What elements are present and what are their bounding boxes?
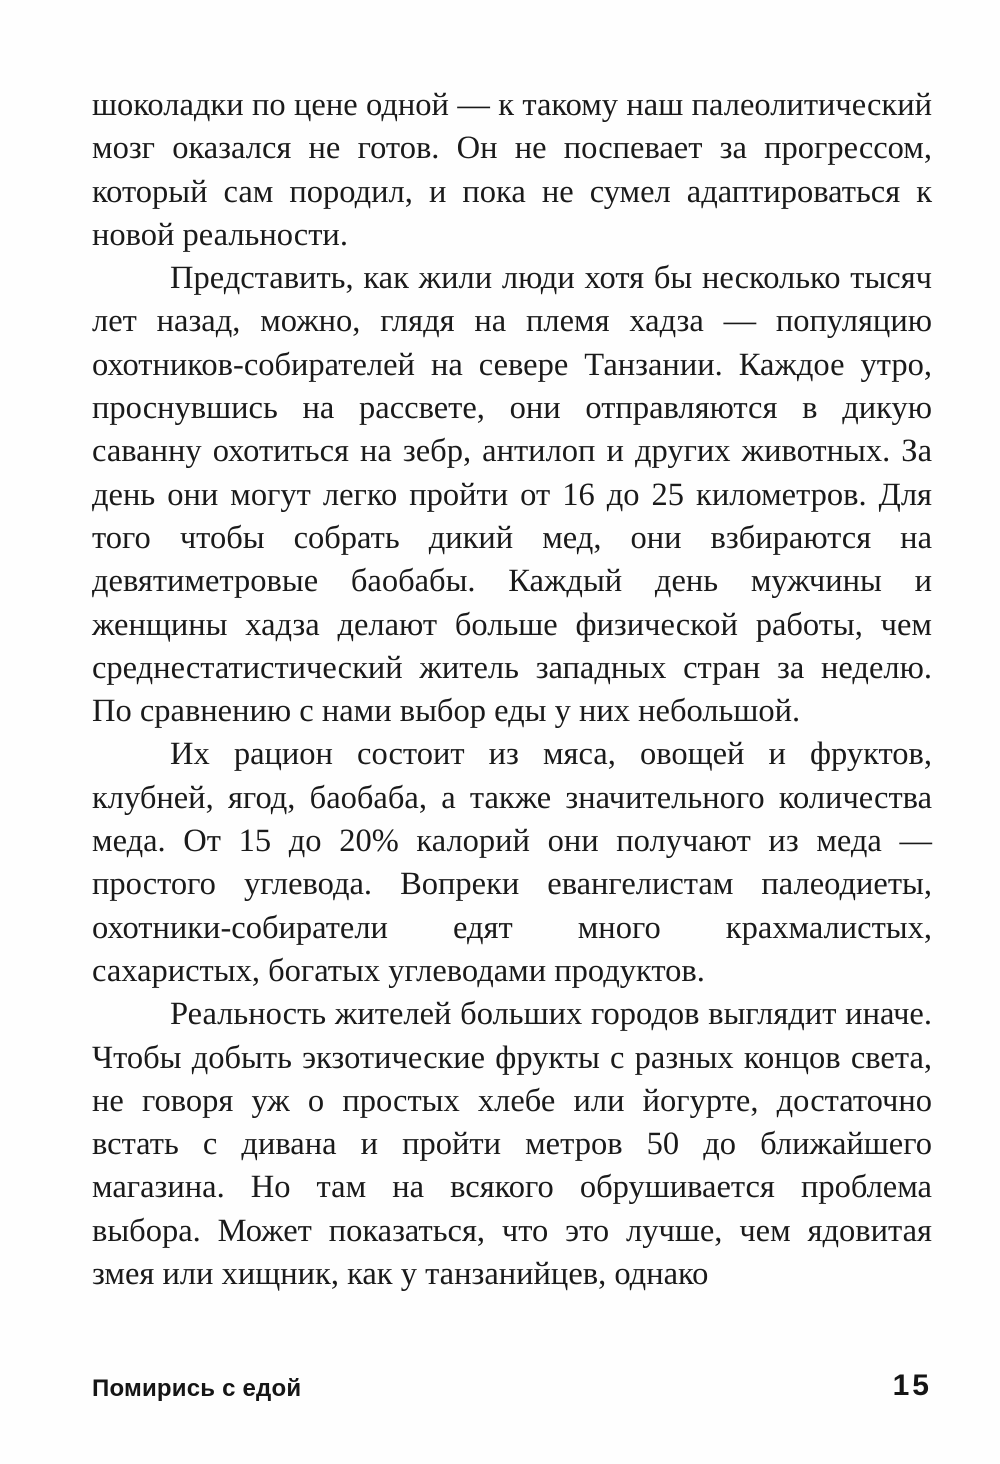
paragraph-city-life: Реальность жителей больших городов выглядит иначе. Чтобы добыть экзотические фрукты с разных концов света, не говоря уж о простых хлебе или йогурте, достаточно встать с дивана и пройти метров 50 до ближайшего магазина. Но там на всякого обрушивается проблема выбора. Может показаться, что это лучше, чем ядовитая змея или хищник, как у танзанийцев, однако	[92, 996, 932, 1293]
paragraph-continuation: шоколадки по цене одной — к такому наш палеолитический мозг оказался не готов. Он не поспевает за прогрессом, который сам породил, и пока не сумел адаптироваться к новой реальности.	[92, 87, 932, 253]
paragraph-hadza-diet: Их рацион состоит из мяса, овощей и фруктов, клубней, ягод, баобаба, а также значительного количества меда. От 15 до 20% калорий они получают из меда — простого углевода. Вопреки евангелистам палеодиеты, охотники-собиратели едят много крахмалистых, сахаристых, богатых углеводами продуктов.	[92, 736, 932, 989]
page-footer	[92, 1369, 932, 1409]
body-text	[92, 84, 932, 1296]
page-number: 15	[892, 1369, 932, 1402]
paragraph-hadza-tribe: Представить, как жили люди хотя бы несколько тысяч лет назад, можно, глядя на племя хадза — популяцию охотников-собирателей на севере Танзании. Каждое утро, проснувшись на рассвете, они отправляются в дикую саванну охотиться на зебр, антилоп и других животных. За день они могут легко пройти от 16 до 25 километров. Для того чтобы собрать дикий мед, они взбираются на девятиметровые баобабы. Каждый день мужчины и женщины хадза делают больше физической работы, чем среднестатистический житель западных стран за неделю. По сравнению с нами выбор еды у них небольшой.	[92, 260, 932, 730]
running-title: Помирись с едой	[92, 1375, 302, 1402]
